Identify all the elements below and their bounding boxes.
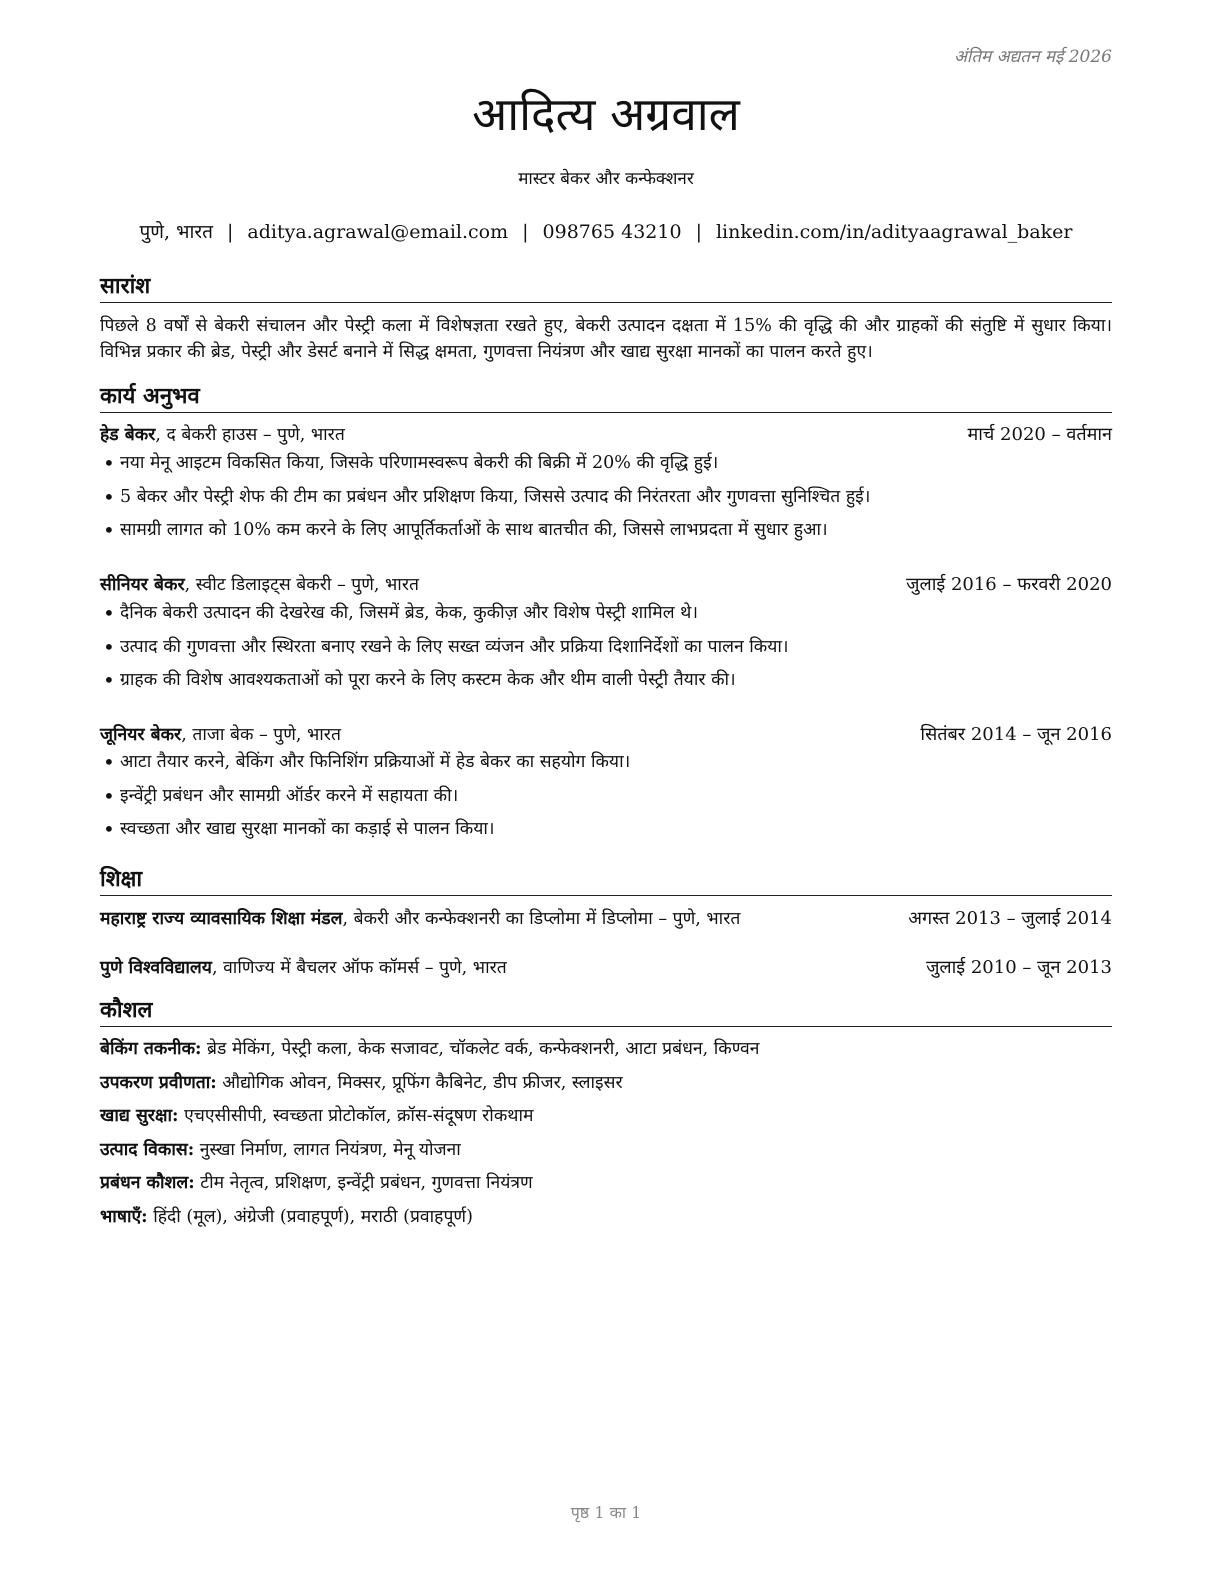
contact-email[interactable]: aditya.agrawal@email.com	[247, 221, 509, 243]
summary-text: पिछले 8 वर्षों से बेकरी संचालन और पेस्ट्री कला में विशेषज्ञता रखते हुए, बेकरी उत्पादन दक्षता में 15% की वृद्धि की और ग्राहकों की संतुष्टि में सुधार किया। विभिन्न प्रकार की ब्रेड, पेस्ट्री और डेसर्ट बनाने में सिद्ध क्षमता, गुणवत्ता नियंत्रण और खाद्य सुरक्षा मानकों का पालन करते हुए।	[100, 316, 1112, 362]
job-dates: जुलाई 2016 – फरवरी 2020	[906, 574, 1112, 595]
skill-value: टीम नेतृत्व, प्रशिक्षण, इन्वेंट्री प्रबंधन, गुणवत्ता नियंत्रण	[194, 1173, 533, 1193]
job-org: , द बेकरी हाउस – पुणे, भारत	[155, 425, 345, 445]
skill-label: उत्पाद विकास:	[100, 1139, 195, 1160]
job-role: जूनियर बेकर	[100, 725, 182, 745]
job-org: , ताजा बेक – पुणे, भारत	[181, 725, 341, 745]
list-item: • स्वच्छता और खाद्य सुरक्षा मानकों का कड़ाई से पालन किया।	[100, 813, 1112, 847]
job-bullets	[100, 447, 1112, 548]
skill-value: हिंदी (मूल), अंग्रेजी (प्रवाहपूर्ण), मराठी (प्रवाहपूर्ण)	[147, 1206, 473, 1227]
skill-value: नुस्खा निर्माण, लागत नियंत्रण, मेनू योजना	[194, 1139, 461, 1160]
list-item: • उत्पाद की गुणवत्ता और स्थिरता बनाए रखने के लिए सख्त व्यंजन और प्रक्रिया दिशानिर्देशों का पालन किया।	[100, 631, 1112, 665]
skill-line	[100, 1100, 1112, 1134]
contact-location: पुणे, भारत	[139, 221, 213, 243]
candidate-title: मास्टर बेकर और कन्फेक्शनर	[518, 169, 694, 189]
job-heading	[100, 422, 345, 446]
contact-linkedin[interactable]: linkedin.com/in/adityaagrawal_baker	[715, 221, 1073, 243]
skill-value: ब्रेड मेकिंग, पेस्ट्री कला, केक सजावट, चॉकलेट वर्क, कन्फेक्शनरी, आटा प्रबंधन, किण्वन	[201, 1039, 760, 1059]
contact-separator: |	[226, 221, 234, 243]
job-header	[100, 422, 1112, 446]
skill-value: औद्योगिक ओवन, मिक्सर, प्रूफिंग कैबिनेट, डीप फ्रीजर, स्लाइसर	[216, 1072, 623, 1093]
section-title-summary: सारांश	[100, 270, 1112, 303]
section-title-experience: कार्य अनुभव	[100, 380, 1112, 413]
list-item: • आटा तैयार करने, बेकिंग और फिनिशिंग प्रक्रियाओं में हेड बेकर का सहयोग किया।	[100, 746, 1112, 780]
education-detail: , बेकरी और कन्फेक्शनरी का डिप्लोमा में डिप्लोमा – पुणे, भारत	[342, 909, 741, 929]
job-role: हेड बेकर	[100, 425, 156, 445]
candidate-name: आदित्य अग्रवाल	[472, 87, 740, 141]
skill-line	[100, 1067, 1112, 1101]
section-title-skills: कौशल	[100, 994, 1112, 1027]
page-number: पृष्ठ 1 का 1	[570, 1503, 642, 1522]
contact-phone: 098765 43210	[542, 221, 682, 243]
job-header	[100, 722, 1112, 746]
resume-page	[100, 0, 1112, 1584]
skill-label: उपकरण प्रवीणता:	[100, 1072, 217, 1093]
skills-list	[100, 1033, 1112, 1234]
education-institution: पुणे विश्वविद्यालय	[100, 958, 212, 978]
contact-separator: |	[522, 221, 529, 243]
education-entry	[100, 906, 1112, 930]
contact-separator: |	[695, 221, 702, 243]
list-item: • इन्वेंट्री प्रबंधन और सामग्री ऑर्डर करने में सहायता की।	[100, 780, 1112, 814]
list-item: • नया मेनू आइटम विकसित किया, जिसके परिणामस्वरूप बेकरी की बिक्री में 20% की वृद्धि हुई।	[100, 447, 1112, 481]
job-heading	[100, 572, 419, 596]
list-item: • सामग्री लागत को 10% कम करने के लिए आपूर्तिकर्ताओं के साथ बातचीत की, जिससे लाभप्रदता में सुधार हुआ।	[100, 514, 1112, 548]
skill-line	[100, 1201, 1112, 1235]
list-item: • 5 बेकर और पेस्ट्री शेफ की टीम का प्रबंधन और प्रशिक्षण किया, जिससे उत्पाद की निरंतरता और गुणवत्ता सुनिश्चित हुई।	[100, 481, 1112, 515]
education-institution: महाराष्ट्र राज्य व्यावसायिक शिक्षा मंडल	[100, 909, 343, 929]
skill-label: प्रबंधन कौशल:	[100, 1173, 195, 1193]
skill-value: एचएसीसीपी, स्वच्छता प्रोटोकॉल, क्रॉस-संदूषण रोकथाम	[178, 1106, 534, 1126]
education-entry	[100, 955, 1112, 979]
job-heading	[100, 722, 341, 746]
last-updated: अंतिम अद्यतन मई 2026	[953, 47, 1112, 67]
skill-label: खाद्य सुरक्षा:	[100, 1106, 179, 1126]
education-dates: जुलाई 2010 – जून 2013	[926, 957, 1112, 978]
education-heading	[100, 955, 507, 979]
job-bullets	[100, 746, 1112, 847]
education-detail: , वाणिज्य में बैचलर ऑफ कॉमर्स – पुणे, भारत	[211, 958, 507, 978]
list-item: • दैनिक बेकरी उत्पादन की देखरेख की, जिसमें ब्रेड, केक, कुकीज़ और विशेष पेस्ट्री शामिल थे।	[100, 597, 1112, 631]
job-dates: सितंबर 2014 – जून 2016	[920, 724, 1112, 745]
skill-line	[100, 1134, 1112, 1168]
job-bullets	[100, 597, 1112, 698]
skill-label: बेकिंग तकनीक:	[100, 1039, 202, 1059]
job-role: सीनियर बेकर	[100, 575, 185, 595]
education-heading	[100, 906, 740, 930]
job-org: , स्वीट डिलाइट्स बेकरी – पुणे, भारत	[184, 575, 419, 595]
education-dates: अगस्त 2013 – जुलाई 2014	[908, 908, 1112, 929]
contact-line	[100, 218, 1112, 244]
skill-label: भाषाएँ:	[100, 1206, 148, 1227]
skill-line	[100, 1167, 1112, 1201]
section-title-education: शिक्षा	[100, 863, 1112, 896]
skill-line	[100, 1033, 1112, 1067]
list-item: • ग्राहक की विशेष आवश्यकताओं को पूरा करने के लिए कस्टम केक और थीम वाली पेस्ट्री तैयार की।	[100, 664, 1112, 698]
job-header	[100, 572, 1112, 596]
job-dates: मार्च 2020 – वर्तमान	[967, 424, 1112, 445]
